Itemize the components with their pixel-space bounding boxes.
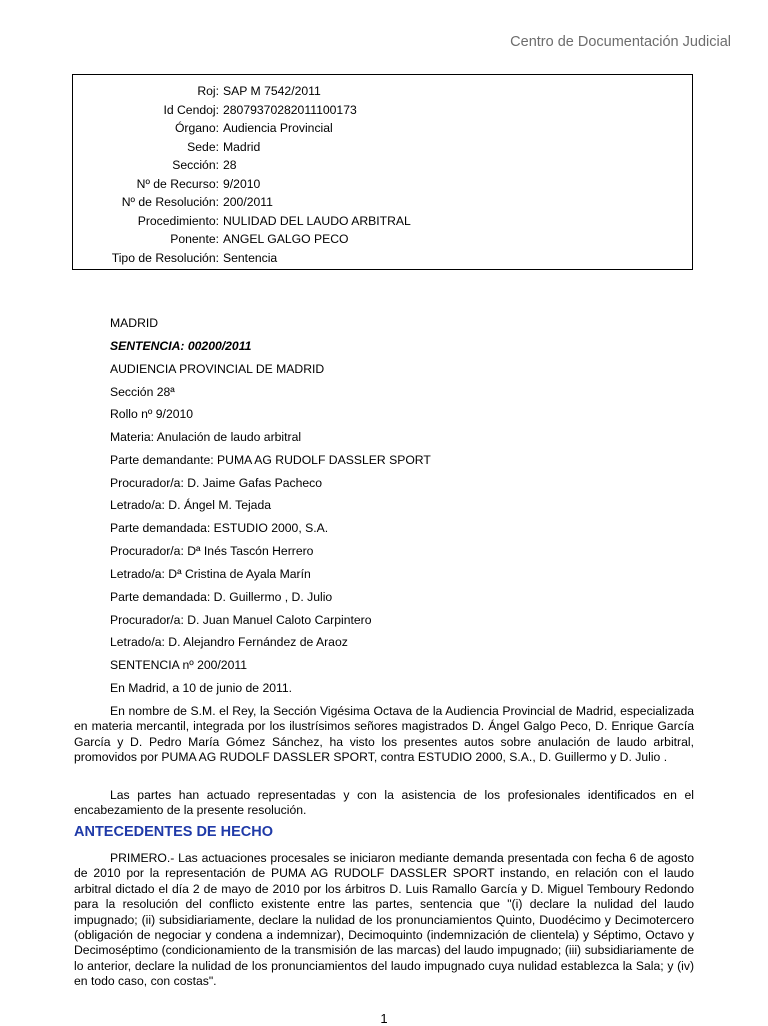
metadata-value: ANGEL GALGO PECO <box>223 232 349 246</box>
metadata-label: Id Cendoj: <box>163 102 219 117</box>
letrado-line: Letrado/a: D. Alejandro Fernández de Araoz <box>110 635 348 649</box>
metadata-label: Tipo de Resolución: <box>111 250 219 265</box>
materia-line: Materia: Anulación de laudo arbitral <box>110 430 302 444</box>
metadata-value: SAP M 7542/2011 <box>223 84 321 98</box>
metadata-label: Nº de Resolución: <box>121 195 219 209</box>
metadata-label: Procedimiento: <box>137 213 219 228</box>
rollo-line: Rollo nº 9/2010 <box>110 407 194 421</box>
metadata-value: 9/2010 <box>223 176 261 191</box>
procurador-line: Procurador/a: D. Jaime Gafas Pacheco <box>110 476 323 490</box>
metadata-value: 200/2011 <box>223 195 273 209</box>
header-title: Centro de Documentación Judicial <box>510 34 731 50</box>
section-paragraph: PRIMERO.- Las actuaciones procesales se iniciaron mediante demanda presentada con fecha 6 de agosto de 2010 por la representación de PUMA AG RUDOLF DASSLER SPORT instando, en relación con el laudo arbitral dictado el día 2 de mayo de 2010 por los árbitros D. Luis Ramallo García y D. Miguel Temboury Redondo para la resolución del conflicto existente entre las partes, sentencia que "(i) declare la nulidad del laudo impugnado; (ii) subsidiariamente, declare la nulidad de los pronunciamientos Quinto, Duodécimo y Decimotercero (obligación de negociar y condena a indemnizar), Decimoquinto (indemnización de clientela) y Séptimo, Octavo y Decimoséptimo (condicionamiento de la transmisión de las marcas) del laudo impugnado; (iii) subsidiariamente de lo anterior, declare la nulidad de los pronunciamientos del laudo impugnado cuya nulidad establezca la Sala; y (iv) en todo caso, con costas". <box>74 851 694 989</box>
date-line: En Madrid, a 10 de junio de 2011. <box>110 681 293 695</box>
section-line: Sección 28ª <box>110 385 175 399</box>
sentencia-number-line: SENTENCIA nº 200/2011 <box>110 658 248 672</box>
procurador-line: Procurador/a: Dª Inés Tascón Herrero <box>110 544 314 558</box>
metadata-label: Sección: <box>172 158 219 172</box>
metadata-label: Órgano: <box>174 121 219 135</box>
defendant-line: Parte demandada: ESTUDIO 2000, S.A. <box>110 521 329 535</box>
metadata-label: Roj: <box>197 84 219 98</box>
sentencia-code: SENTENCIA: 00200/2011 <box>110 339 252 353</box>
metadata-value: Sentencia <box>223 250 278 265</box>
metadata-label: Ponente: <box>170 232 219 246</box>
letrado-line: Letrado/a: Dª Cristina de Ayala Marín <box>110 567 311 581</box>
metadata-value: 28 <box>223 158 237 172</box>
metadata-value: Audiencia Provincial <box>223 121 333 135</box>
defendant-line: Parte demandada: D. Guillermo , D. Julio <box>110 590 333 604</box>
procurador-line: Procurador/a: D. Juan Manuel Caloto Carpintero <box>110 613 372 627</box>
metadata-value: Madrid <box>223 139 261 154</box>
letrado-line: Letrado/a: D. Ángel M. Tejada <box>110 498 272 512</box>
metadata-label: Sede: <box>187 139 219 154</box>
metadata-value: 28079370282011100173 <box>223 102 357 117</box>
metadata-label: Nº de Recurso: <box>136 176 219 191</box>
plaintiff-line: Parte demandante: PUMA AG RUDOLF DASSLER SPORT <box>110 453 431 467</box>
metadata-box <box>72 74 693 270</box>
page-number: 1 <box>380 1011 388 1026</box>
court-name: AUDIENCIA PROVINCIAL DE MADRID <box>110 362 325 376</box>
body-paragraph: Las partes han actuado representadas y con la asistencia de los profesionales identificados en el encabezamiento de la presente resolución. <box>74 788 694 818</box>
city-line: MADRID <box>110 316 159 330</box>
metadata-value: NULIDAD DEL LAUDO ARBITRAL <box>223 213 411 228</box>
section-heading: ANTECEDENTES DE HECHO <box>74 824 273 840</box>
body-paragraph: En nombre de S.M. el Rey, la Sección Vigésima Octava de la Audiencia Provincial de Madrid, especializada en materia mercantil, integrada por los ilustrísimos señores magistrados D. Ángel Galgo Peco, D. Enrique García García y D. Pedro María Gómez Sánchez, ha visto los presentes autos sobre anulación de laudo arbitral, promovidos por PUMA AG RUDOLF DASSLER SPORT, contra ESTUDIO 2000, S.A., D. Guillermo y D. Julio . <box>74 704 694 765</box>
